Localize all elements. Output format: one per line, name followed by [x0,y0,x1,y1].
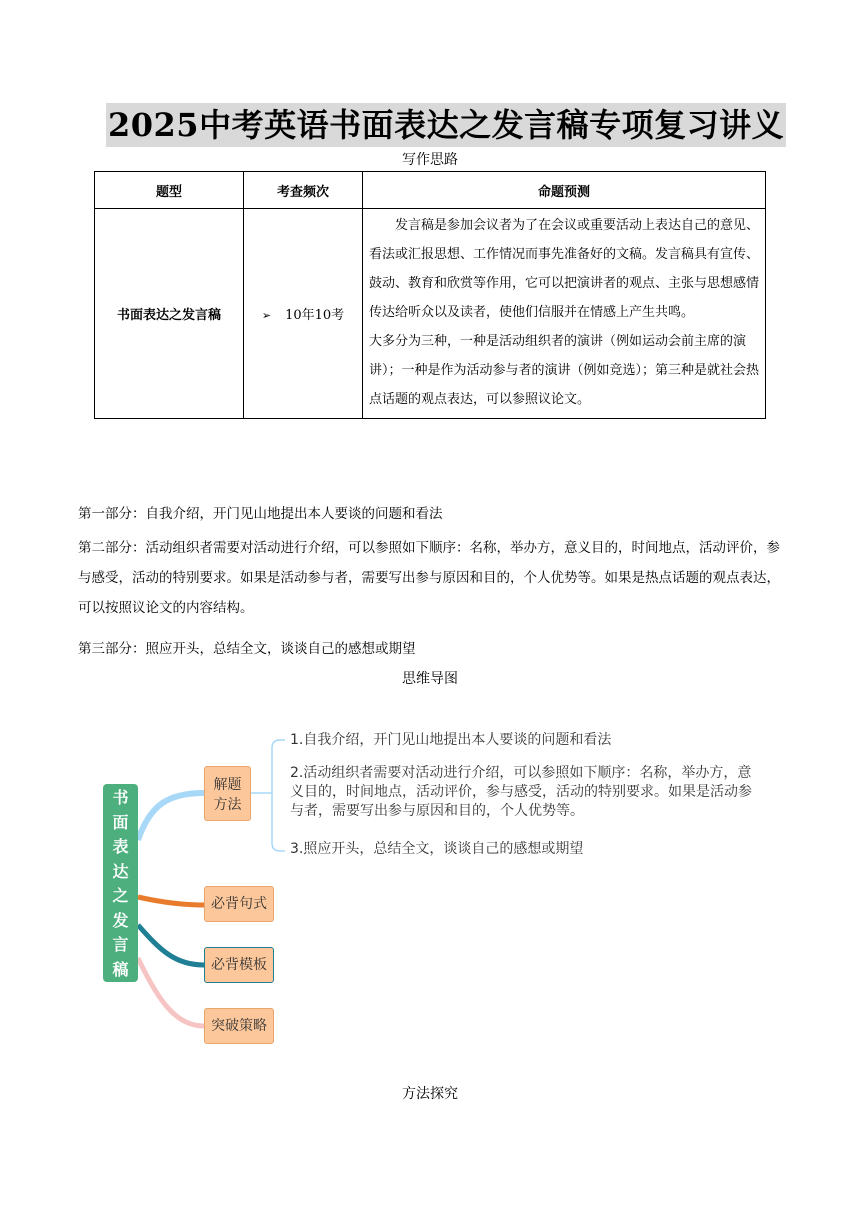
root-char: 达 [112,861,129,881]
node-label: 方法 [213,797,242,813]
part-one-text: 第一部分：自我介绍，开门见山地提出本人要谈的问题和看法 [78,506,443,522]
root-char: 稿 [112,959,129,979]
table-header: 命题预测 [363,172,766,209]
section-heading-method: 方法探究 [402,1086,458,1102]
root-char: 面 [112,812,129,832]
part-three-text: 第三部分：照应开头，总结全文，谈谈自己的感想或期望 [78,641,416,657]
part-two-text: 第二部分：活动组织者需要对活动进行介绍，可以参照如下顺序：名称，举办方，意义目的，时间地点，活动评价，参与感受，活动的特别要求。如果是活动参与者，需要写出参与原因和目的，个人优势等。如果是热点话题的观点表达，可以按照议论文的内容结构。 [78,540,780,616]
root-char: 表 [112,837,129,856]
question-type-cell: 书面表达之发言稿 [95,209,244,419]
prediction-paragraph: 发言稿是参加会议者为了在会议或重要活动上表达自己的意见、看法或汇报思想、工作情况而事先准备好的文稿。发言稿具有宣传、鼓动、教育和欣赏等作用，它可以把演讲者的观点、主张与思想感情传达给听众以及读者，使他们信服并在情感上产生共鸣。 [369,218,760,320]
node-label: 解题 [213,777,242,793]
arrow-bullet-icon: ➢ [261,309,272,322]
root-char: 之 [112,886,129,905]
page-title: 2025中考英语书面表达之发言稿专项复习讲义 [106,103,786,147]
frequency-cell [244,209,363,419]
method-item-3: 3.照应开头，总结全文，谈谈自己的感想或期望 [290,841,584,857]
prediction-cell [363,209,766,419]
mindmap-node-templates: 必背模板 [204,947,274,983]
mindmap-node-sentences: 必背句式 [204,886,274,922]
branch-line-method [138,793,204,840]
mindmap-node-strategies: 突破策略 [204,1008,274,1044]
mindmap-root-node [103,784,138,982]
bracket-line [272,740,285,851]
prediction-paragraph: 大多分为三种，一种是活动组织者的演讲（例如运动会前主席的演讲）；一种是作为活动参与者的演讲（例如竞选）；第三种是就社会热点话题的观点表达，可以参照议论文。 [369,334,760,407]
root-char: 书 [112,788,129,807]
root-char: 言 [112,935,129,954]
method-item-1: 1.自我介绍，开门见山地提出本人要谈的问题和看法 [290,732,612,748]
method-item-2: 2.活动组织者需要对活动进行介绍，可以参照如下顺序：名称，举办方，意义目的，时间地点，活动评价，参与感受，活动的特别要求。如果是活动参与者，需要写出参与原因和目的，个人优势等。 [290,765,752,819]
info-table [94,171,766,419]
root-char: 发 [112,910,129,930]
table-row [95,209,766,419]
frequency-value: 10年10考 [285,308,345,323]
section-heading-writing: 写作思路 [402,152,458,168]
section-heading-mindmap: 思维导图 [402,671,458,687]
branch-line-sentences [138,897,204,905]
table-header: 考查频次 [244,172,363,209]
mindmap-node-method [204,766,251,821]
table-header-row [95,172,766,209]
branch-line-templates [138,925,204,965]
branch-line-strategies [138,958,204,1026]
table-header: 题型 [95,172,244,209]
